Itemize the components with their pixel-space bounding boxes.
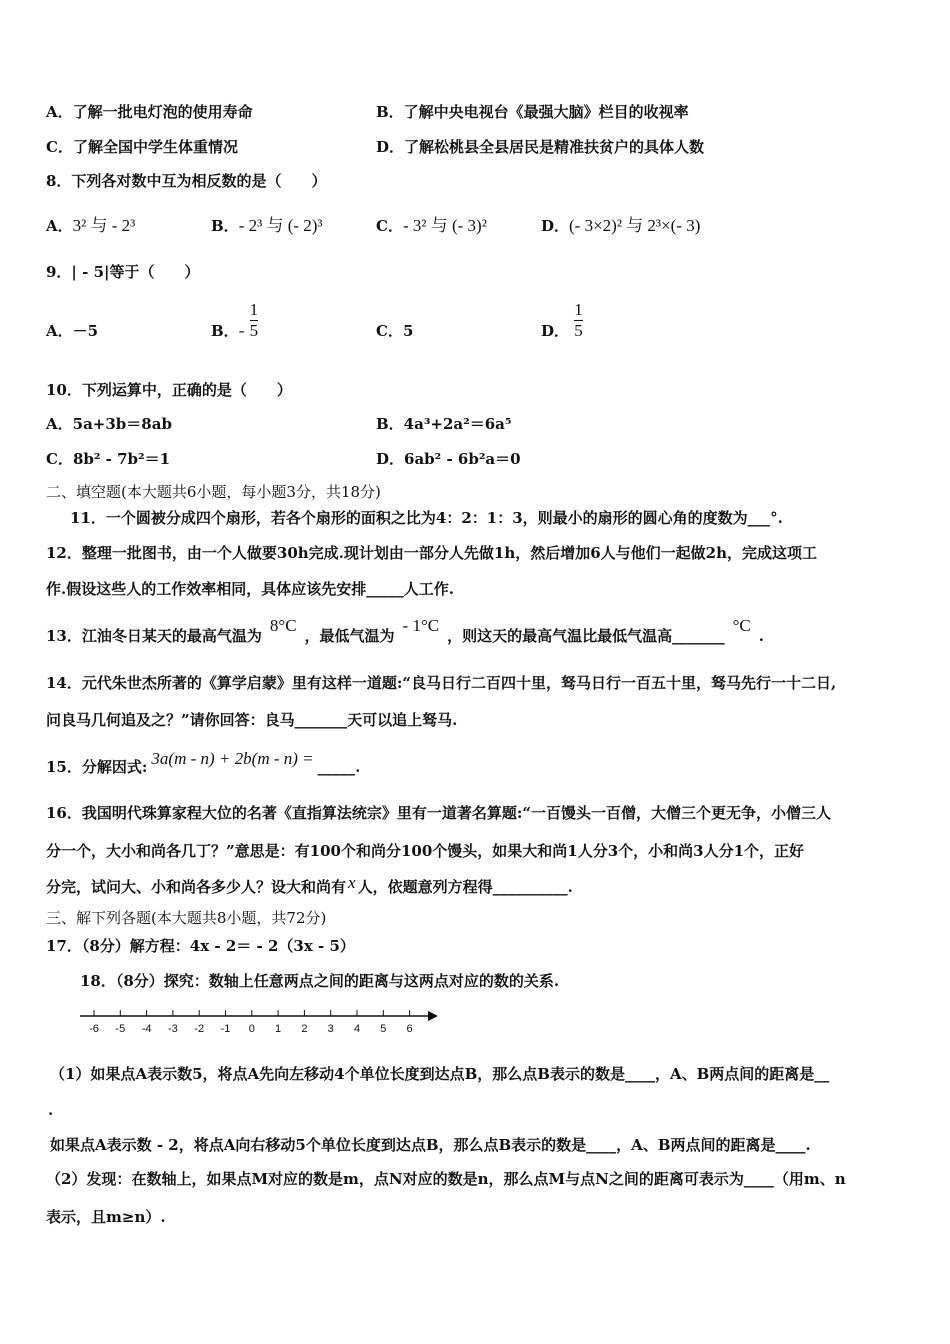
q9-b-fraction [250, 301, 259, 340]
q13-text-4: . [758, 627, 764, 645]
q8-c-label: C． [376, 217, 403, 235]
q8-b-expr: - 2³ 与 (- 2)³ [238, 216, 323, 235]
number-line-tick-label: 4 [353, 1023, 361, 1035]
q8-a-label: A． [46, 217, 73, 235]
section-2-heading: 二、填空题(本大题共6小题，每小题3分，共18分) [46, 483, 381, 501]
q9-b-sign: - [238, 321, 245, 340]
q8-a-expr: 3² 与 - 2³ [72, 216, 136, 235]
q9-option-a: A．－5 [46, 322, 99, 340]
q15-blank: _____. [317, 758, 361, 776]
q16-variable: x [348, 873, 356, 892]
q8-option-c [376, 216, 487, 236]
q16-line1: 16．我国明代珠算家程大位的名著《直指算法统宗》里有一道著名算题:“一百馒头一百僧，大僧三个更无争，小僧三人 [46, 804, 832, 822]
q8-stem: 8．下列各对数中互为相反数的是（ ） [46, 172, 327, 190]
q18-part2-line1: （2）发现：在数轴上，如果点M对应的数是m，点N对应的数是n，那么点M与点N之间的距离可表示为____（用m、n [46, 1170, 846, 1188]
q11: 11．一个圆被分成四个扇形，若各个扇形的面积之比为4：2：1：3，则最小的扇形的圆心角的度数为___°. [70, 509, 783, 527]
q7-option-b: B．了解中央电视台《最强大脑》栏目的收视率 [376, 103, 689, 121]
q8-d-label: D． [541, 217, 570, 235]
number-line-tick-label: -5 [115, 1023, 126, 1035]
number-line-tick-label: -6 [89, 1023, 99, 1035]
number-line [78, 1004, 440, 1044]
q17: 17．（8分）解方程：4x - 2＝ - 2（3x - 5） [46, 937, 355, 955]
q16-line3-a: 分完，试问大、小和尚各多少人？设大和尚有 [46, 878, 347, 896]
q8-option-d [541, 216, 700, 236]
q9-option-b [211, 298, 258, 342]
q14-line2: 问良马几何追及之？”请你回答：良马_______天可以追上驽马. [46, 711, 458, 729]
q13-text-2: ，最低气温为 [304, 627, 395, 645]
q16-line3-b: 人，依题意列方程得__________. [357, 878, 573, 896]
q18-part1-line1: （1）如果点A表示数5，将点A先向左移动4个单位长度到达点B，那么点B表示的数是____，A、B两点间的距离是__ [50, 1065, 830, 1083]
q15 [46, 749, 361, 777]
q13-unit: °C [732, 616, 751, 635]
q13-high-temp: 8°C [269, 616, 297, 635]
q18: 18．（8分）探究：数轴上任意两点之间的距离与这两点对应的数的关系. [80, 972, 560, 990]
q10-option-a: A．5a+3b＝8ab [46, 415, 172, 433]
number-line-tick-label: 6 [406, 1023, 413, 1035]
number-line-tick-label: -4 [141, 1023, 152, 1035]
q10-stem: 10．下列运算中，正确的是（ ） [46, 381, 292, 399]
number-line-svg [78, 1004, 440, 1040]
q10-option-c: C．8b² - 7b²＝1 [46, 450, 171, 468]
q8-option-b [211, 216, 323, 236]
number-line-tick-label: 0 [248, 1023, 255, 1035]
q9-b-num: 1 [249, 299, 259, 319]
q16-line2: 分一个，大小和尚各几丁？”意思是：有100个和尚分100个馒头，如果大和尚1人分3个，小和尚3人分1个，正好 [46, 842, 805, 860]
q7-option-a: A．了解一批电灯泡的使用寿命 [46, 103, 253, 121]
q9-option-d [541, 298, 583, 342]
q15-expression: 3a(m - n) + 2b(m - n) = [151, 749, 314, 768]
q9-stem: 9．| - 5|等于（ ） [46, 263, 200, 281]
number-line-tick-label: -1 [220, 1023, 231, 1035]
q13-low-temp: - 1°C [402, 616, 440, 635]
number-line-tick-label: 3 [327, 1023, 334, 1035]
q16-line3 [46, 873, 573, 897]
q9-d-fraction [574, 301, 583, 340]
number-line-arrow [428, 1011, 438, 1021]
q8-b-label: B． [211, 217, 239, 235]
q13-text-3: ，则这天的最高气温比最低气温高_______ [447, 627, 725, 645]
q18-part2-line2: 表示，且m≥n）. [46, 1208, 166, 1226]
q12-line1: 12．整理一批图书，由一个人做要30h完成.现计划由一部分人先做1h，然后增加6人与他们一起做2h，完成这项工 [46, 544, 818, 562]
q7-option-c: C．了解全国中学生体重情况 [46, 138, 238, 156]
q9-d-num: 1 [574, 299, 583, 319]
q8-c-expr: - 3² 与 (- 3)² [402, 216, 487, 235]
q9-d-label: D． [541, 322, 570, 340]
q12-line2: 作.假设这些人的工作效率相同，具体应该先安排_____人工作. [46, 580, 454, 598]
q8-option-a [46, 216, 135, 236]
number-line-tick-label: -2 [194, 1023, 205, 1035]
q10-option-d: D．6ab² - 6b²a＝0 [376, 450, 521, 468]
q10-option-b: B．4a³+2a²＝6a⁵ [376, 415, 512, 433]
q13-text-1: 13．江油冬日某天的最高气温为 [46, 627, 262, 645]
q7-option-d: D．了解松桃县全县居民是精准扶贫户的具体人数 [376, 138, 705, 156]
q14-line1: 14．元代朱世杰所著的《算学启蒙》里有这样一道题:“良马日行二百四十里，驽马日行一百五十里，驽马先行一十二日, [46, 674, 837, 692]
q13 [46, 616, 764, 646]
number-line-tick-label: -3 [168, 1023, 178, 1035]
q18-part1-line2: . [48, 1101, 54, 1119]
q8-d-expr: (- 3×2)² 与 2³×(- 3) [569, 216, 701, 235]
q9-option-c: C．5 [376, 322, 414, 340]
q9-b-label: B． [211, 322, 239, 340]
q18-part1-line3: 如果点A表示数 - 2，将点A向右移动5个单位长度到达点B，那么点B表示的数是____，A、B两点间的距离是____. [50, 1136, 811, 1154]
number-line-tick-label: 5 [380, 1023, 387, 1035]
q9-b-den: 5 [249, 320, 259, 340]
number-line-tick-label: 2 [301, 1023, 308, 1035]
number-line-tick-label: 1 [275, 1023, 282, 1035]
section-3-heading: 三、解下列各题(本大题共8小题，共72分) [46, 909, 327, 927]
q9-d-den: 5 [574, 320, 583, 340]
q15-text: 15．分解因式: [46, 758, 148, 776]
